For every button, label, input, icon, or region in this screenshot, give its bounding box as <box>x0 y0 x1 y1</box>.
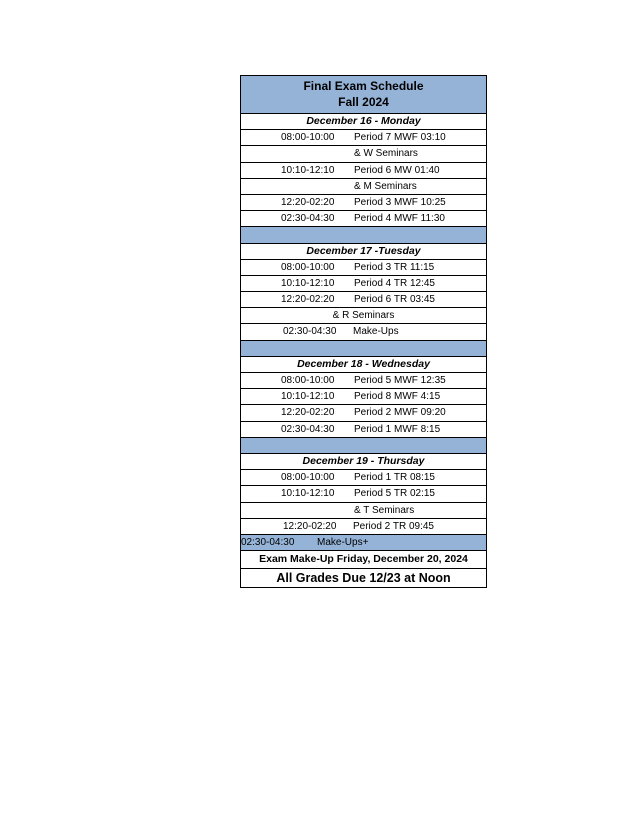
exam-row <box>241 210 486 226</box>
seminar-note: & W Seminars <box>354 148 418 160</box>
exam-row <box>241 469 486 485</box>
exam-time: 10:10-12:10 <box>281 277 335 289</box>
exam-row <box>241 323 486 339</box>
exam-row <box>241 372 486 388</box>
day-heading-thursday: December 19 - Thursday <box>241 453 486 469</box>
exam-row <box>241 518 486 534</box>
exam-time: 10:10-12:10 <box>281 488 335 500</box>
exam-time: 12:20-02:20 <box>281 196 335 208</box>
exam-period: Period 2 TR 09:45 <box>353 520 434 532</box>
exam-period: Period 5 TR 02:15 <box>354 488 435 500</box>
exam-schedule-table <box>240 75 487 588</box>
exam-period: Period 5 MWF 12:35 <box>354 375 446 386</box>
exam-time: 12:20-02:20 <box>283 520 337 532</box>
exam-time: 02:30-04:30 <box>281 213 335 225</box>
exam-row <box>241 404 486 420</box>
seminar-note-row <box>241 145 486 161</box>
exam-period: Period 1 TR 08:15 <box>354 472 435 484</box>
exam-period: Period 1 MWF 8:15 <box>354 423 441 435</box>
exam-row <box>241 162 486 178</box>
day-heading-monday: December 16 - Monday <box>241 113 486 129</box>
exam-row <box>241 485 486 501</box>
exam-time: 12:20-02:20 <box>281 407 335 419</box>
exam-time: 08:00-10:00 <box>281 132 335 144</box>
exam-row <box>241 275 486 291</box>
exam-row <box>241 259 486 275</box>
day-separator <box>241 340 486 356</box>
exam-period: Period 8 MWF 4:15 <box>354 391 441 403</box>
seminar-note-row <box>241 178 486 194</box>
exam-row <box>241 291 486 307</box>
exam-period: Period 3 MWF 10:25 <box>354 196 446 208</box>
exam-period: Period 7 MWF 03:10 <box>354 132 446 144</box>
exam-period: Period 6 TR 03:45 <box>354 294 435 306</box>
seminar-note: & R Seminars <box>332 310 395 322</box>
exam-period: Period 6 MW 01:40 <box>354 164 440 176</box>
exam-period: Period 4 MWF 11:30 <box>354 213 445 225</box>
exam-time: 10:10-12:10 <box>281 391 335 403</box>
exam-row <box>241 421 486 437</box>
schedule-title-block <box>241 76 486 113</box>
seminar-note: & M Seminars <box>354 180 417 192</box>
makeup-note: Exam Make-Up Friday, December 20, 2024 <box>241 550 486 568</box>
exam-period: Make-Ups <box>353 326 399 338</box>
exam-time: 08:00-10:00 <box>281 472 335 484</box>
exam-time: 02:30-04:30 <box>241 536 295 548</box>
seminar-note: & T Seminars <box>354 504 415 516</box>
exam-row <box>241 388 486 404</box>
exam-time: 10:10-12:10 <box>281 164 335 176</box>
grades-due-note: All Grades Due 12/23 at Noon <box>241 568 486 587</box>
schedule-term: Fall 2024 <box>338 95 389 109</box>
exam-row <box>241 194 486 210</box>
exam-time: 08:00-10:00 <box>281 375 335 386</box>
exam-row-highlighted <box>241 534 486 550</box>
exam-row <box>241 129 486 145</box>
schedule-title: Final Exam Schedule <box>303 79 424 93</box>
day-heading-tuesday: December 17 -Tuesday <box>241 243 486 259</box>
exam-period: Period 3 TR 11:15 <box>354 261 435 273</box>
exam-period: Period 4 TR 12:45 <box>354 277 435 289</box>
exam-time: 02:30-04:30 <box>283 326 337 338</box>
exam-period: Make-Ups+ <box>317 536 369 548</box>
exam-time: 02:30-04:30 <box>281 423 335 435</box>
day-separator <box>241 437 486 453</box>
day-heading-wednesday: December 18 - Wednesday <box>241 356 486 372</box>
exam-time: 12:20-02:20 <box>281 294 335 306</box>
exam-time: 08:00-10:00 <box>281 261 335 273</box>
exam-period: Period 2 MWF 09:20 <box>354 407 446 419</box>
day-separator <box>241 226 486 242</box>
seminar-note-row <box>241 502 486 518</box>
seminar-note-row <box>241 307 486 323</box>
